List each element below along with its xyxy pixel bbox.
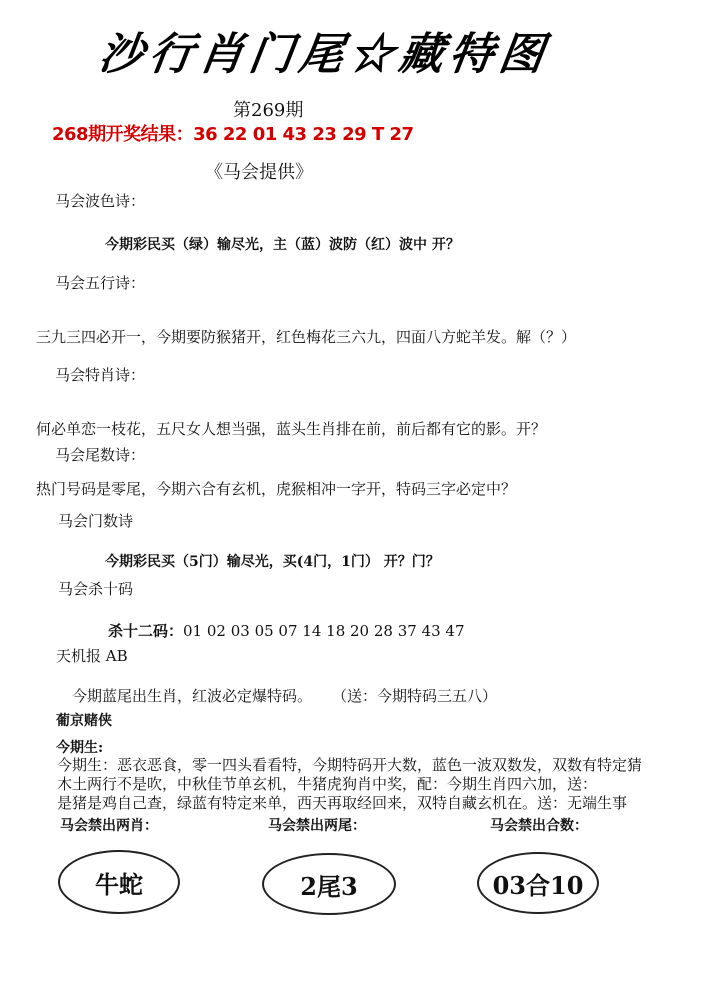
door-poem-text: 今期彩民买（5门）输尽光，买(4门，1门） 开？门？ xyxy=(105,554,440,570)
banned-zodiac-label: 马会禁出两肖： xyxy=(60,818,158,834)
wave-poem-label: 马会波色诗： xyxy=(55,192,146,210)
banned-sum-value: 03合10 xyxy=(492,870,584,900)
tianji-label: 天机报 AB xyxy=(56,647,128,665)
this-issue-line-2: 木土两行不是吹，中秋佳节单玄机，牛猪虎狗肖中奖，配：今期生肖四六加，送： xyxy=(57,775,598,793)
tianji-text: 今期蓝尾出生肖，红波必定爆特码。 xyxy=(72,687,313,705)
zodiac-poem-label: 马会特肖诗： xyxy=(55,366,146,384)
kill-numbers-prefix: 杀十二码： xyxy=(108,622,184,640)
banned-tail-label: 马会禁出两尾： xyxy=(268,818,366,834)
kill-numbers-label: 马会杀十码 xyxy=(58,580,134,598)
banned-tail-value: 2尾3 xyxy=(300,871,358,901)
tail-poem-label: 马会尾数诗： xyxy=(55,446,146,464)
door-poem-label: 马会门数诗 xyxy=(58,512,134,530)
provider-label: 《马会提供》 xyxy=(205,162,313,183)
issue-number: 第269期 xyxy=(233,100,304,121)
this-issue-line-3: 是猪是鸡自己查，绿蓝有特定来单，西天再取经回来，双特自藏玄机在。送：无端生事 xyxy=(57,794,628,812)
five-elements-text: 三九三四必开一，今期要防猴猪开，红色梅花三六九，四面八方蛇羊发。解（？） xyxy=(36,328,577,346)
tianji-gift: （送：今期特码三五八） xyxy=(332,687,498,705)
puchi-label: 葡京赌侠 xyxy=(56,713,112,729)
wave-poem-text: 今期彩民买（绿）输尽光，主（蓝）波防（红）波中 开？ xyxy=(105,237,460,253)
five-elements-label: 马会五行诗： xyxy=(55,274,146,292)
banned-zodiac-oval xyxy=(58,850,180,914)
banned-zodiac-value: 牛蛇 xyxy=(95,869,143,899)
zodiac-poem-text: 何必单恋一枝花，五尺女人想当强，蓝头生肖排在前，前后都有它的影。开？ xyxy=(36,420,547,438)
this-issue-line-1: 今期生：恶衣恶食，零一四头看看特，今期特码开大数，蓝色一波双数发，双数有特定猜 xyxy=(57,756,643,774)
page-title: 沙行肖门尾☆藏特图 xyxy=(95,29,553,80)
banned-tail-oval xyxy=(262,853,396,915)
kill-numbers-line xyxy=(108,620,465,641)
tail-poem-text: 热门号码是零尾，今期六合有玄机，虎猴相冲一字开，特码三字必定中？ xyxy=(36,480,517,498)
kill-numbers-values: 01 02 03 05 07 14 18 20 28 37 43 47 xyxy=(183,622,465,640)
previous-result: 268期开奖结果：36 22 01 43 23 29 T 27 xyxy=(52,124,414,145)
banned-sum-label: 马会禁出合数： xyxy=(490,818,588,834)
this-issue-label: 今期生: xyxy=(56,740,104,756)
banned-sum-oval xyxy=(477,852,599,914)
tianji-line xyxy=(72,685,497,706)
